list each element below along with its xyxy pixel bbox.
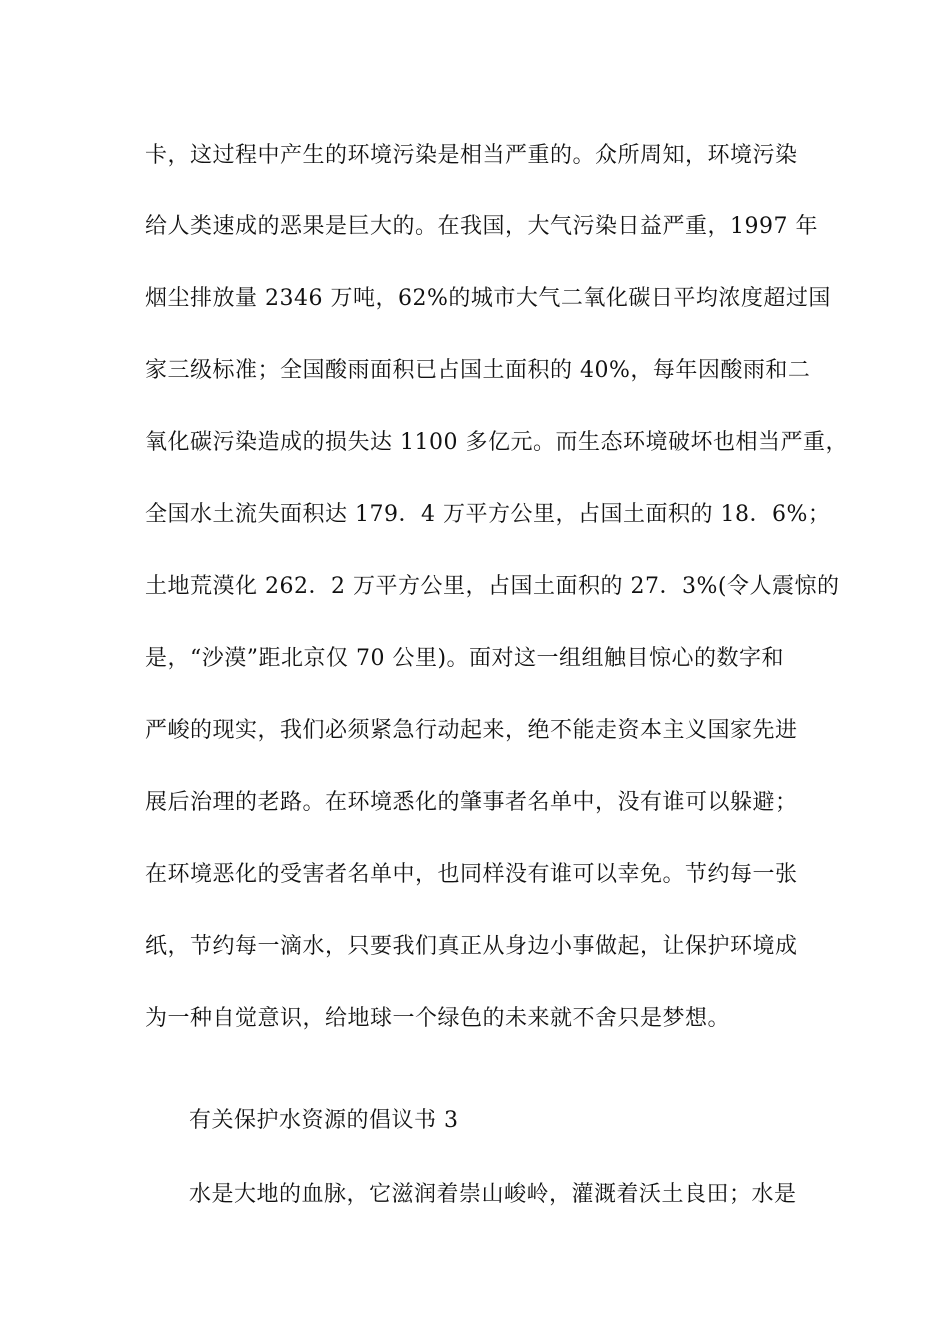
paragraph-line: 氧化碳污染造成的损失达 1100 多亿元。而生态环境破坏也相当严重，	[145, 430, 848, 455]
paragraph-line: 严峻的现实，我们必须紧急行动起来，绝不能走资本主义国家先进	[145, 718, 798, 743]
paragraph-line: 烟尘排放量 2346 万吨，62%的城市大气二氧化碳日平均浓度超过国	[145, 286, 831, 311]
paragraph-line: 水是大地的血脉，它滋润着崇山峻岭，灌溉着沃土良田；水是	[189, 1182, 797, 1207]
paragraph-line: 卡，这过程中产生的环境污染是相当严重的。众所周知，环境污染	[145, 143, 798, 168]
paragraph-line: 家三级标准；全国酸雨面积已占国土面积的 40%，每年因酸雨和二	[145, 358, 811, 383]
section-heading: 有关保护水资源的倡议书 3	[189, 1108, 459, 1133]
paragraph-line: 土地荒漠化 262．2 万平方公里，占国土面积的 27．3%(令人震惊的	[145, 574, 840, 599]
paragraph-line: 给人类速成的恶果是巨大的。在我国，大气污染日益严重，1997 年	[145, 214, 818, 239]
paragraph-line: 全国水土流失面积达 179．4 万平方公里，占国土面积的 18．6%；	[145, 502, 831, 527]
paragraph-line: 为一种自觉意识，给地球一个绿色的未来就不舍只是梦想。	[145, 1006, 731, 1031]
paragraph-line: 纸，节约每一滴水，只要我们真正从身边小事做起，让保护环境成	[145, 934, 798, 959]
paragraph-line: 在环境恶化的受害者名单中，也同样没有谁可以幸免。节约每一张	[145, 862, 798, 887]
paragraph-line: 是，“沙漠”距北京仅 70 公里)。面对这一组组触目惊心的数字和	[145, 646, 785, 671]
paragraph-line: 展后治理的老路。在环境悉化的肇事者名单中，没有谁可以躲避；	[145, 790, 798, 815]
